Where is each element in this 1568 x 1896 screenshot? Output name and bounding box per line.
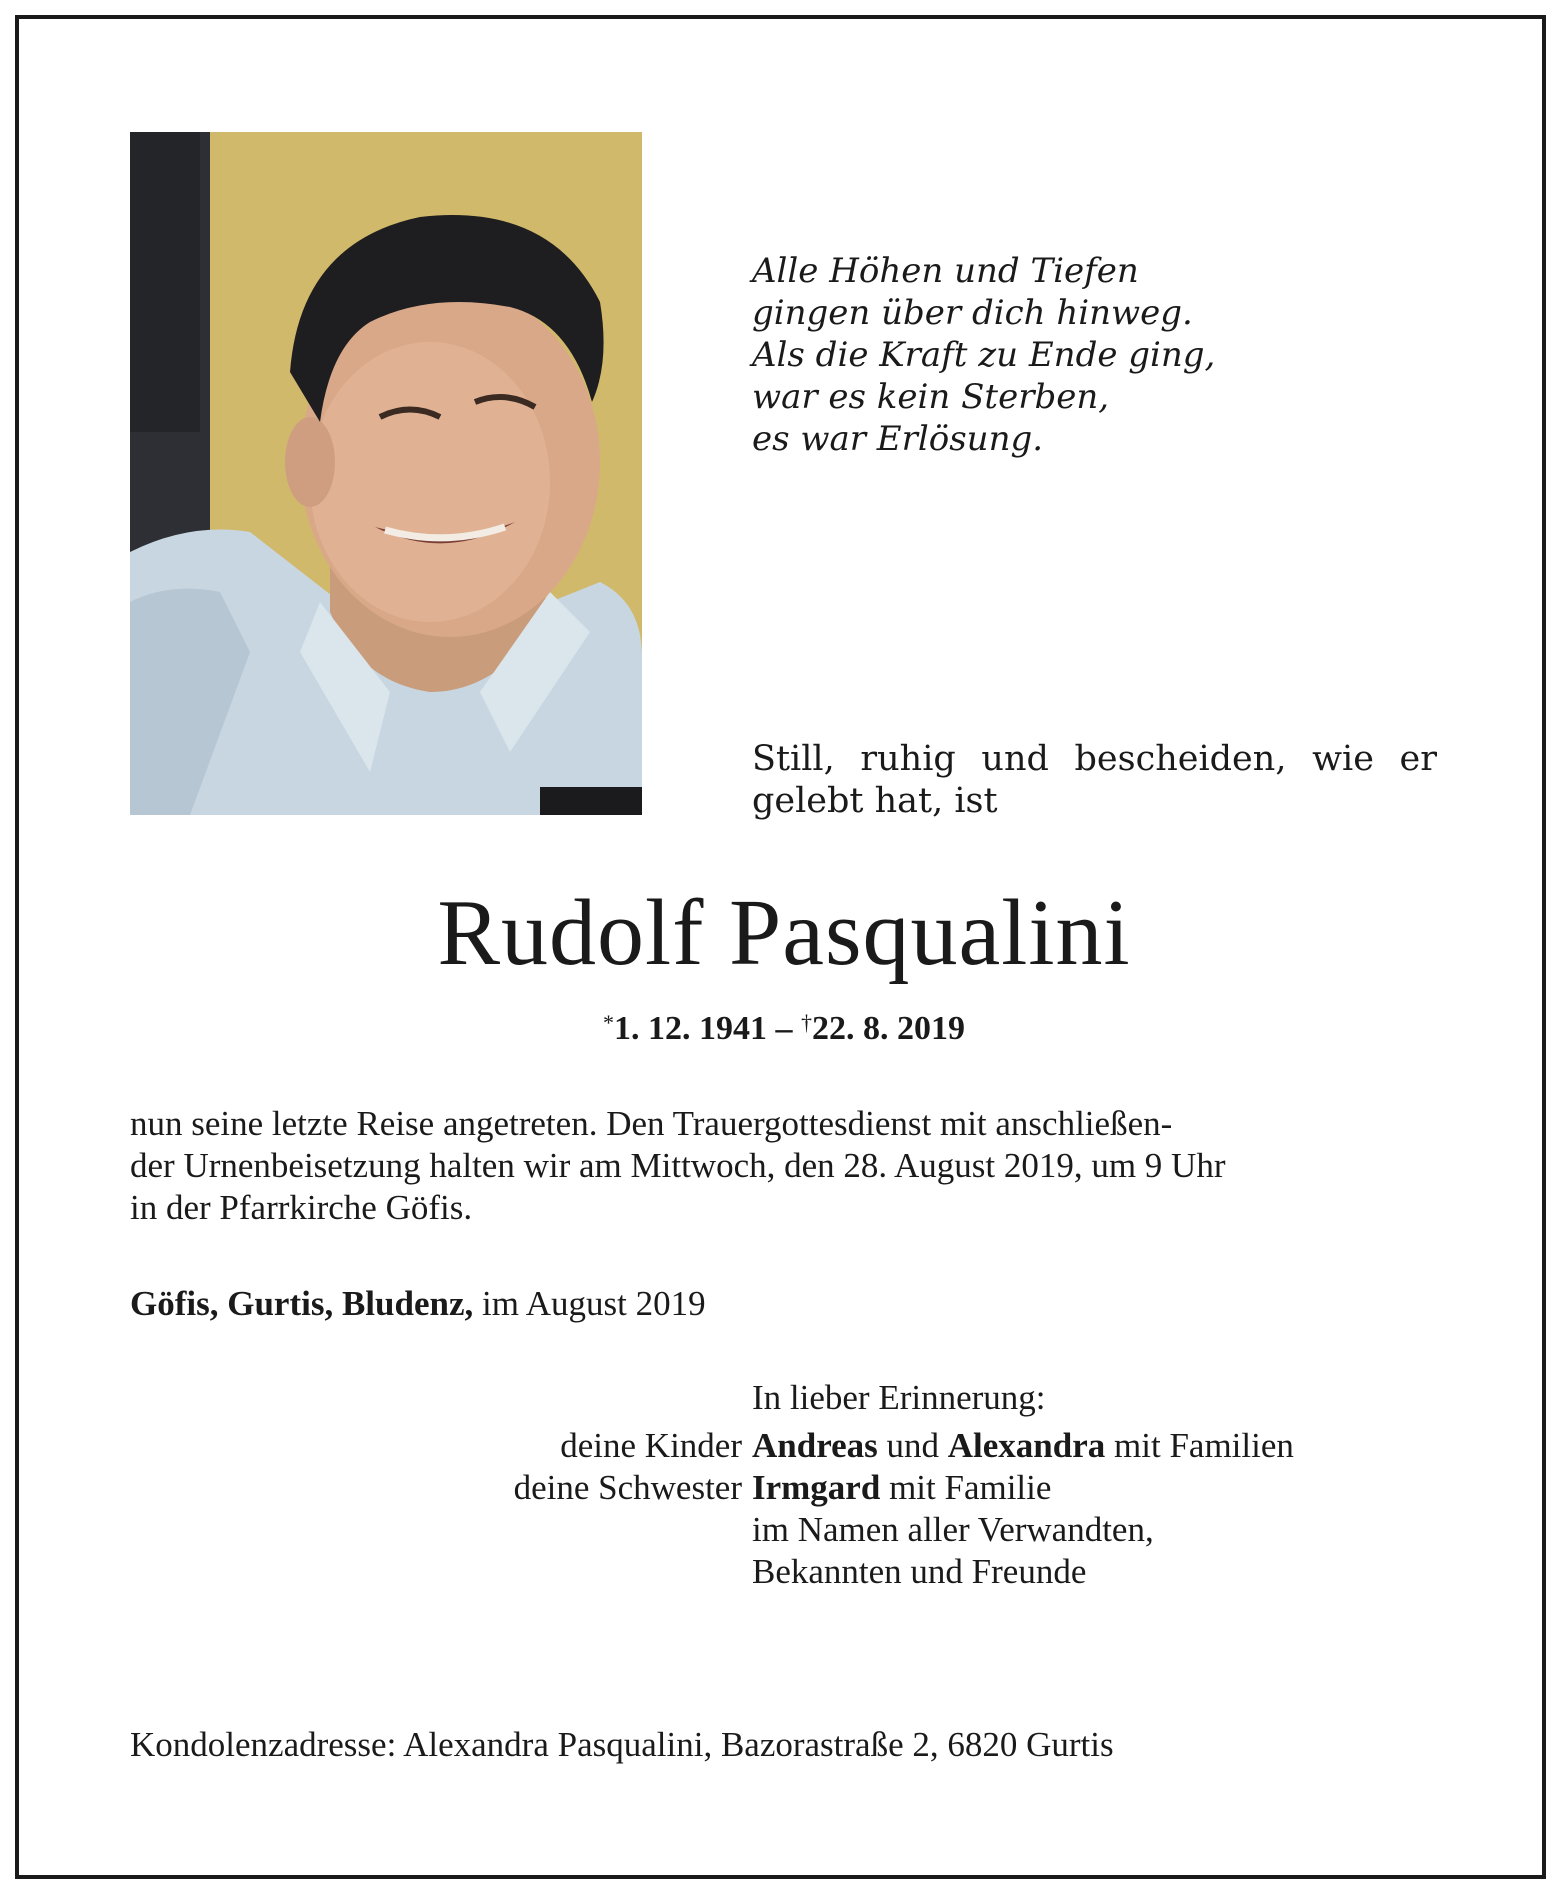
relatives-line: im Namen aller Verwandten, [752,1510,1154,1549]
child-name-1: Andreas [752,1426,878,1465]
death-mark: † [801,1010,812,1035]
memory-heading: In lieber Erinnerung: [752,1378,1046,1417]
sister-suffix: mit Familie [889,1468,1052,1507]
condolence-address: Kondolenzadresse: Alexandra Pasqualini, Bazorastraße 2, 6820 Gurtis [130,1725,1114,1764]
portrait-image [130,132,642,815]
funeral-announcement-text: nun seine letzte Reise angetreten. Den Trauergottesdienst mit anschließen- der Urnenbeisetzung halten wir am Mittwoch, den 28. August 2019, um 9 Uhr in der Pfarrkirche Göfis. [130,1104,1226,1227]
place-date: im August 2019 [481,1284,706,1323]
and-word: und [886,1426,940,1465]
deceased-name: Rudolf Pasqualini [437,881,1131,985]
friends-line: Bekannten und Freunde [752,1552,1087,1591]
place-date-line [130,1283,706,1325]
sister-name: Irmgard [752,1468,881,1507]
birth-date: 1. 12. 1941 [614,1010,767,1047]
sister-label: deine Schwester [513,1468,742,1507]
place-towns: Göfis, Gurtis, Bludenz, [130,1284,474,1323]
intro-text: Still, ruhig und bescheiden, wie er gelebt hat, ist [752,739,1437,821]
children-names [752,1425,1294,1467]
child-name-2: Alexandra [947,1426,1106,1465]
death-date: 22. 8. 2019 [812,1010,965,1047]
memorial-poem: Alle Höhen und Tiefen gingen über dich hinweg. Als die Kraft zu Ende ging, war es kein Sterben, es war Erlösung. [752,251,1216,459]
children-label: deine Kinder [560,1426,742,1465]
children-suffix: mit Familien [1114,1426,1294,1465]
portrait-photo [130,132,642,815]
date-separator: – [775,1010,793,1047]
life-dates [0,1008,1568,1050]
sister-names [752,1467,1051,1509]
birth-mark: * [603,1010,614,1035]
